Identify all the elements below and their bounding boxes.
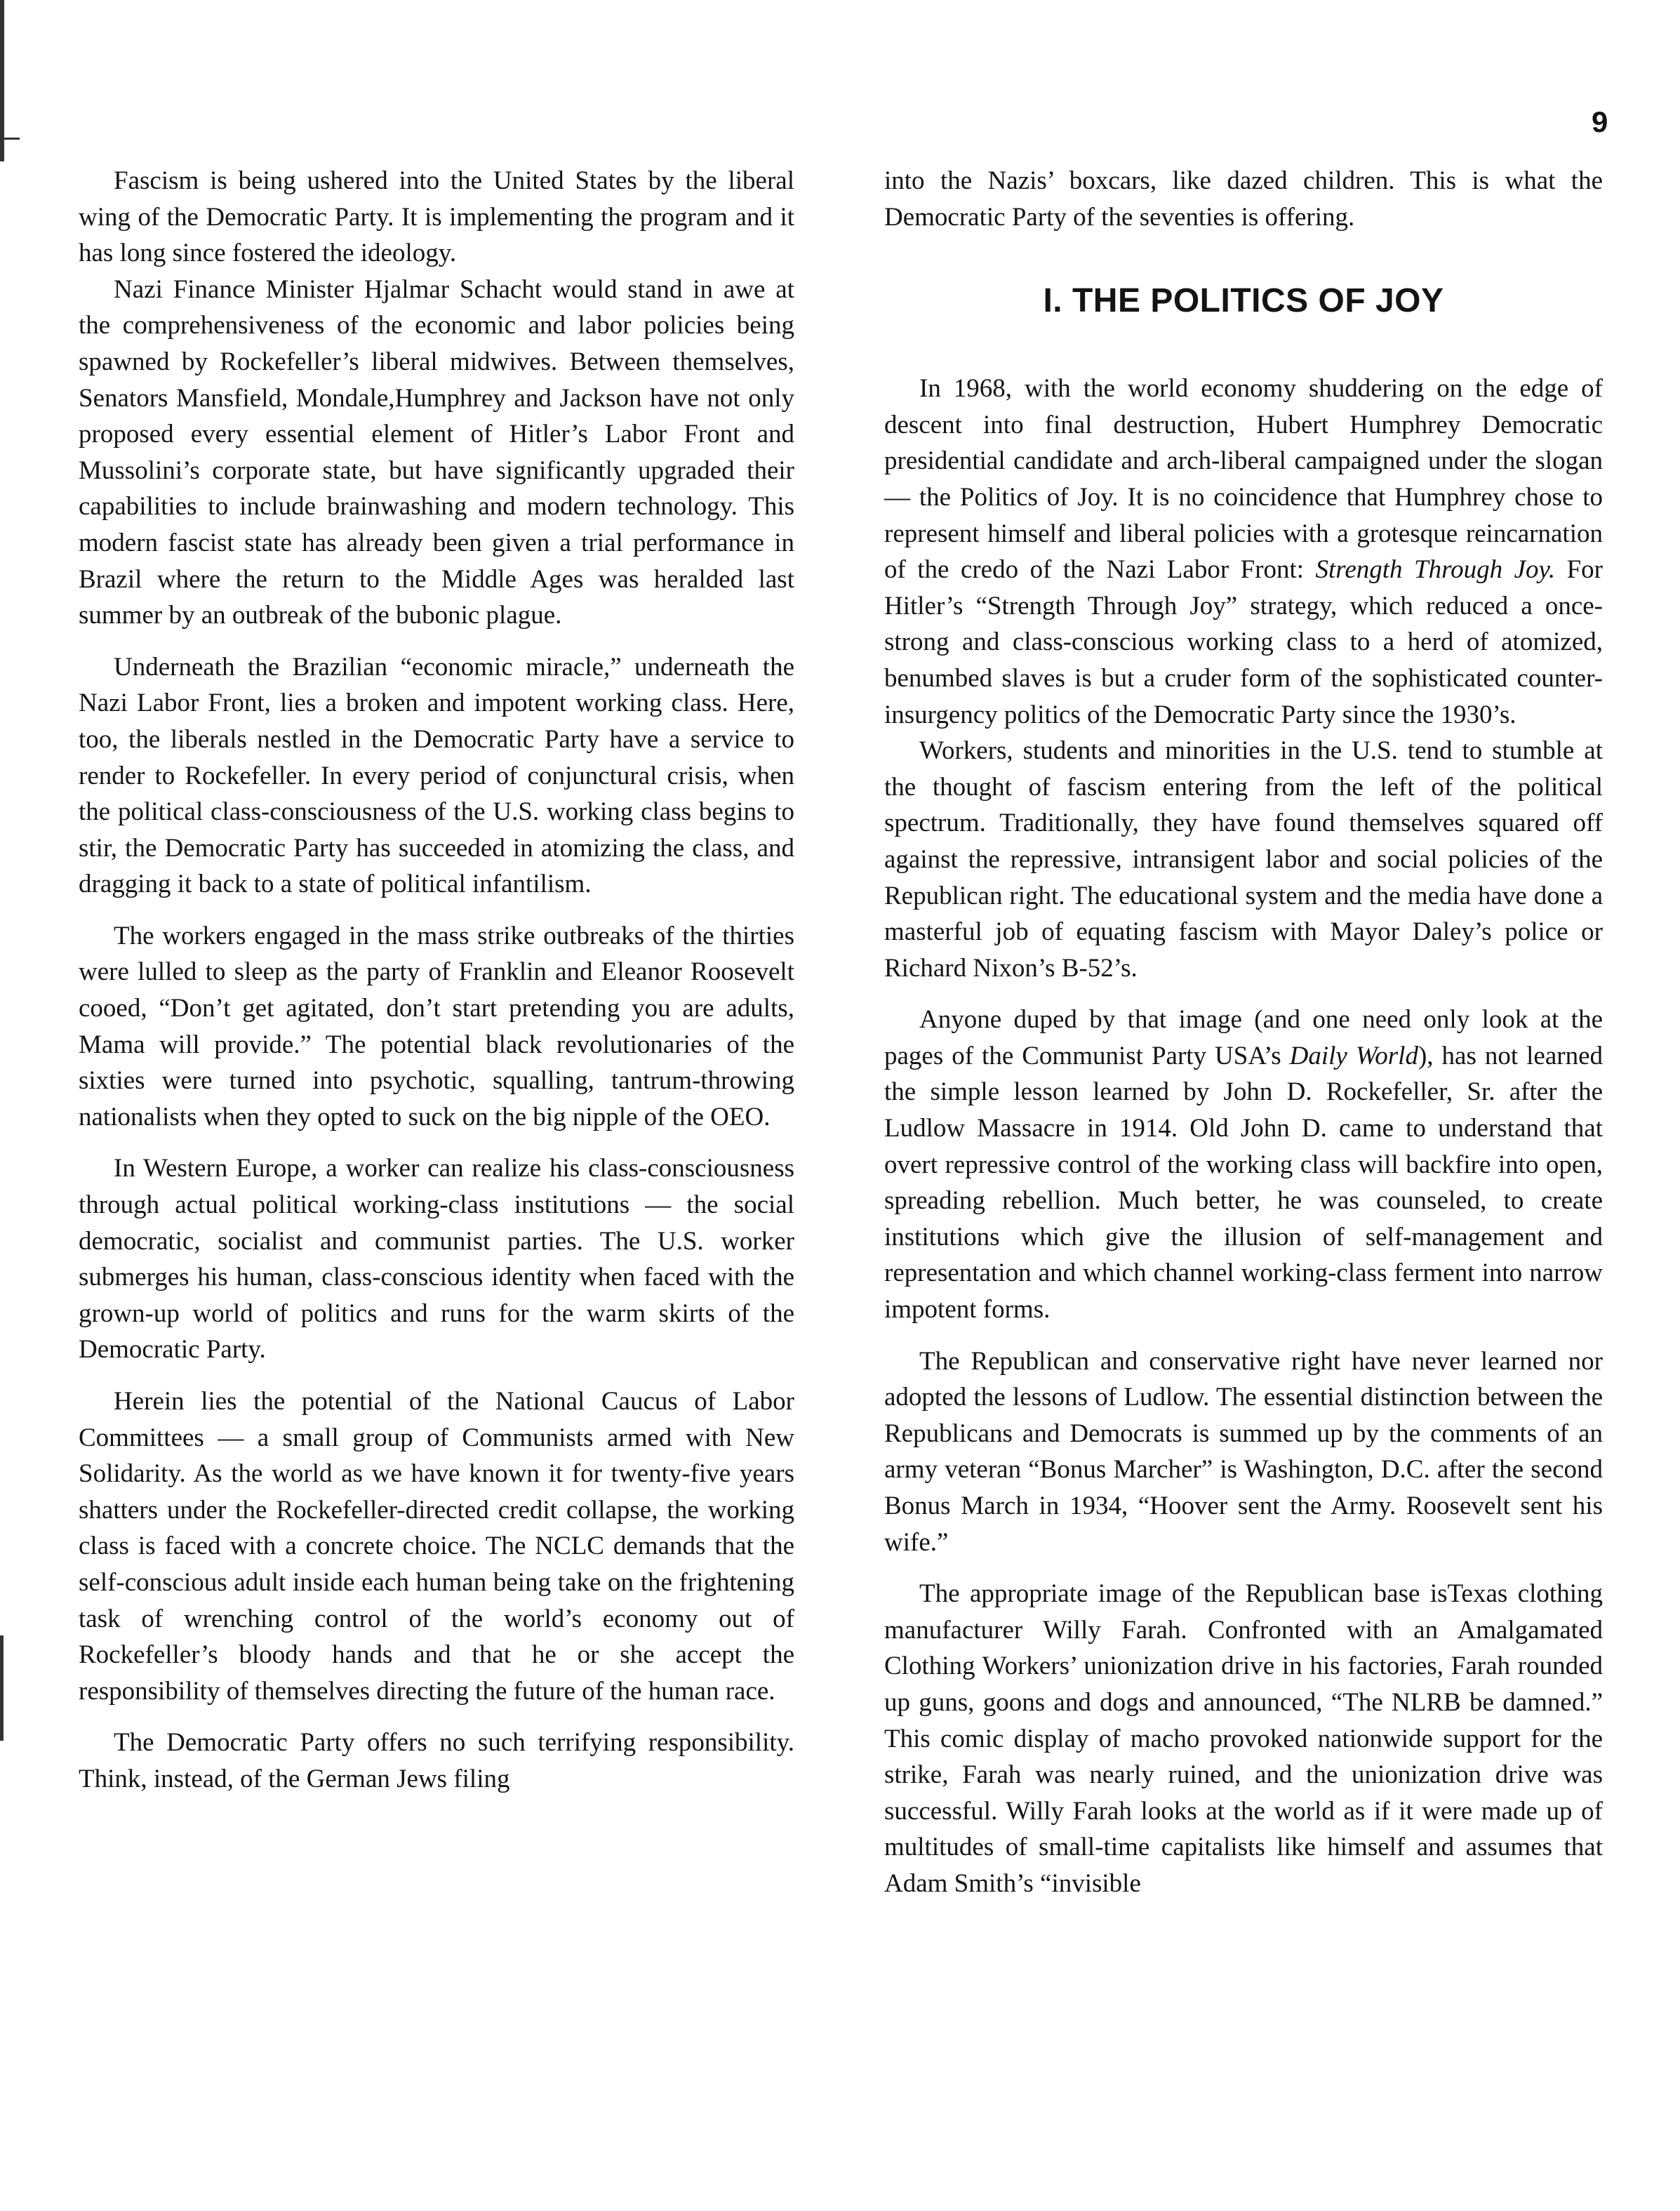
italic-title: Strength Through Joy. [1315,555,1556,585]
page-number: 9 [1592,105,1608,138]
paragraph-text: Anyone duped by that image (and one need only look at the pages of the Communist Party USA’s [884,1005,1603,1070]
italic-title: Daily World [1289,1041,1418,1070]
paragraph: Underneath the Brazilian “economic miracle,” underneath the Nazi Labor Front, lies a broken and impotent working class. Here, too, the liberals nestled in the Democratic Party have a service to render to Rockefeller. In every period of conjunctural crisis, when the political class-consciousness of the U.S. working class begins to stir, the Democratic Party has succeeded in atomizing the class, and dragging it back to a state of political infantilism. [79,652,794,899]
section-heading: I. THE POLITICS OF JOY [1043,282,1444,320]
paragraph: Herein lies the potential of the National Caucus of Labor Committees — a small group of Communists armed with New Solidarity. As the world as we have known it for twenty-five years shatters under the Rockefeller-directed credit collapse, the working class is faced with a concrete choice. The NCLC demands that the self-conscious adult inside each human being take on the frightening task of wrenching control of the world’s economy out of Rockefeller’s bloody hands and that he or she accept the responsibility of themselves directing the future of the human race. [79,1387,794,1706]
paragraph: Fascism is being ushered into the United States by the liberal wing of the Democratic Party. It is implementing the program and it has long since fostered the ideology. [79,166,794,268]
paragraph: Workers, students and minorities in the U.S. tend to stumble at the thought of fascism entering from the left of the political spectrum. Traditionally, they have found themselves squared off against the repressive, intransigent labor and social policies of the Republican right. The educational system and the media have done a masterful job of equating fascism with Mayor Daley’s police or Richard Nixon’s B-52’s. [884,736,1603,983]
scan-edge-mark [4,138,20,140]
paragraph [884,1002,1603,1327]
paragraph [884,371,1603,733]
paragraph-text: For Hitler’s “Strength Through Joy” strategy, which reduced a once-strong and class-conscious working class to a herd of atomized, benumbed slaves is but a cruder form of the sophisticated counter-insurgency politics of the Democratic Party since the 1930’s. [884,555,1603,729]
right-column [884,163,1603,1902]
paragraph-text: In 1968, with the world economy shuddering on the edge of descent into final destruction, Hubert Humphrey Democratic presidential candidate and arch-liberal campaigned under the slogan — the Politics of Joy. It is no coincidence that Humphrey chose to represent himself and liberal policies with a grotesque reincarnation of the credo of the Nazi Labor Front: [884,374,1603,585]
paragraph: In Western Europe, a worker can realize his class-consciousness through actual political working-class institutions — the social democratic, socialist and communist parties. The U.S. worker submerges his human, class-conscious identity when faced with the grown-up world of politics and runs for the warm skirts of the Democratic Party. [79,1154,794,1365]
paragraph-text: ), has not learned the simple lesson learned by John D. Rockefeller, Sr. after the Ludlow Massacre in 1914. Old John D. came to understand that overt repressive control of the working class will backfire into open, spreading rebellion. Much better, he was counseled, to create institutions which give the illusion of self-management and representation and which channel working-class ferment into narrow impotent forms. [884,1041,1603,1324]
paragraph: The Democratic Party offers no such terrifying responsibility. Think, instead, of the German Jews filing [79,1728,794,1793]
scan-edge-mark [0,1635,4,1741]
left-column [79,163,794,1813]
paragraph: The Republican and conservative right have never learned nor adopted the lessons of Ludlow. The essential distinction between the Republicans and Democrats is summed up by the comments of an army veteran “Bonus Marcher” is Washington, D.C. after the second Bonus March in 1934, “Hoover sent the Army. Roosevelt sent his wife.” [884,1346,1603,1557]
continued-paragraph: into the Nazis’ boxcars, like dazed children. This is what the Democratic Party of the seventies is offering. [884,166,1603,232]
paragraph: The workers engaged in the mass strike outbreaks of the thirties were lulled to sleep as the party of Franklin and Eleanor Roosevelt cooed, “Don’t get agitated, don’t start pretending you are adults, Mama will provide.” The potential black revolutionaries of the sixties were turned into psychotic, squalling, tantrum-throwing nationalists when they opted to suck on the big nipple of the OEO. [79,921,794,1131]
paragraph: The appropriate image of the Republican base isTexas clothing manufacturer Willy Farah. Confronted with an Amalgamated Clothing Workers’ unionization drive in his factories, Farah rounded up guns, goons and dogs and announced, “The NLRB be damned.” This comic display of macho provoked nationwide support for the strike, Farah was nearly ruined, and the unionization drive was successful. Willy Farah looks at the world as if it were made up of multitudes of small-time capitalists like himself and assumes that Adam Smith’s “invisible [884,1579,1603,1898]
paragraph: Nazi Finance Minister Hjalmar Schacht would stand in awe at the comprehensiveness of the economic and labor policies being spawned by Rockefeller’s liberal midwives. Between themselves, Senators Mansfield, Mondale,Humphrey and Jackson have not only proposed every essential element of Hitler’s Labor Front and Mussolini’s corporate state, but have significantly upgraded their capabilities to include brainwashing and modern technology. This modern fascist state has already been given a trial performance in Brazil where the return to the Middle Ages was heralded last summer by an outbreak of the bubonic plague. [79,274,794,630]
